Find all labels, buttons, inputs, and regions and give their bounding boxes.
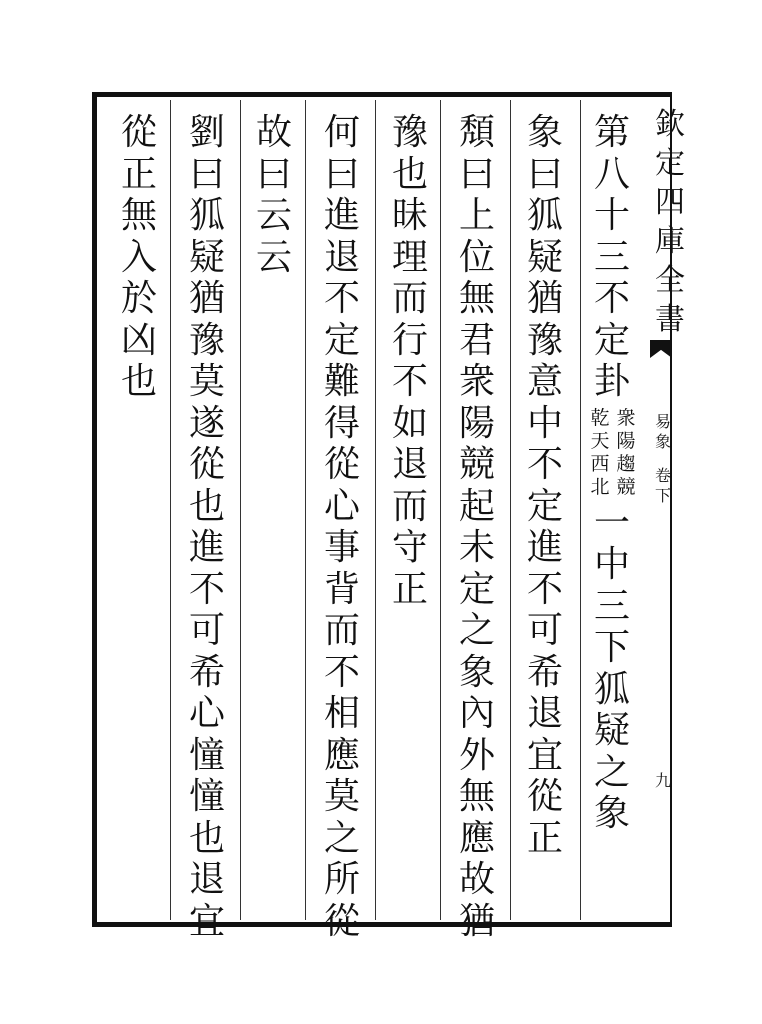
text-column (449, 112, 505, 942)
text-char: 卦 (593, 361, 630, 402)
note-char: 北 (590, 475, 610, 498)
annotation (584, 403, 640, 503)
text-char: 無 (458, 278, 495, 319)
column-rule (240, 100, 241, 920)
text-char: 意 (526, 361, 563, 402)
text-char: 定 (323, 319, 360, 361)
text-char: 內 (458, 693, 495, 734)
text-char: 競 (458, 444, 495, 485)
text-char: 猶 (526, 278, 563, 319)
text-char: 劉 (188, 112, 225, 153)
text-char: 衆 (458, 361, 495, 402)
text-char: 也 (188, 485, 225, 527)
text-char: 如 (391, 402, 428, 444)
text-char: 應 (323, 734, 360, 776)
note-char: 競 (616, 475, 636, 498)
text-char: 入 (120, 236, 157, 278)
subtitle-char: 象 (654, 432, 671, 451)
text-char: 可 (526, 610, 563, 651)
book-title (650, 105, 690, 339)
text-char: 中 (526, 402, 563, 444)
note-char: 趨 (616, 452, 636, 475)
text-char: 希 (526, 651, 563, 693)
text-char: 無 (458, 776, 495, 817)
text-column (584, 112, 640, 835)
text-char: 可 (188, 610, 225, 651)
title-char: 庫 (655, 224, 685, 259)
text-char: 於 (120, 278, 157, 319)
text-char: 背 (323, 568, 360, 610)
text-char: 也 (120, 361, 157, 402)
title-char: 四 (655, 185, 685, 220)
text-char: 不 (593, 278, 630, 319)
text-char: 曰 (458, 153, 495, 195)
volume-label (652, 412, 674, 506)
text-char: 從 (323, 900, 360, 942)
text-char: 定 (526, 485, 563, 527)
column-rule (375, 100, 376, 920)
text-char: 事 (323, 527, 360, 568)
text-char: 難 (323, 361, 360, 402)
text-char: 上 (458, 195, 495, 236)
text-char: 得 (323, 402, 360, 444)
text-char: 下 (593, 627, 630, 668)
text-char: 而 (391, 278, 428, 319)
note-char: 西 (590, 452, 610, 475)
note-char: 衆 (616, 406, 636, 429)
text-char: 外 (458, 734, 495, 776)
text-char: 不 (188, 568, 225, 610)
text-char: 宜 (188, 900, 225, 942)
text-char: 也 (188, 817, 225, 859)
text-column (382, 112, 438, 610)
text-char: 不 (391, 361, 428, 402)
text-char: 豫 (391, 112, 428, 153)
text-char: 君 (458, 319, 495, 361)
volume-char: 卷 (654, 466, 671, 485)
text-char: 未 (458, 527, 495, 568)
text-char: 曰 (188, 153, 225, 195)
text-char: 凶 (120, 319, 157, 361)
text-char: 守 (391, 527, 428, 568)
text-char: 曰 (255, 153, 292, 195)
note-char: 天 (590, 429, 610, 452)
text-char: 疑 (593, 710, 630, 751)
text-char: 象 (593, 793, 630, 834)
text-char: 定 (593, 319, 630, 361)
text-char: 中 (593, 544, 630, 585)
title-char: 全 (655, 263, 685, 298)
title-char: 定 (655, 146, 685, 181)
title-char: 書 (655, 302, 685, 337)
text-char: 憧 (188, 776, 225, 817)
text-char: 進 (188, 527, 225, 568)
text-char: 而 (323, 610, 360, 651)
text-char: 昧 (391, 195, 428, 236)
text-char: 退 (188, 859, 225, 900)
text-char: 疑 (526, 236, 563, 278)
text-char: 三 (593, 236, 630, 278)
text-column (246, 112, 302, 278)
text-char: 猶 (458, 900, 495, 942)
text-char: 正 (391, 568, 428, 610)
text-char: 無 (120, 195, 157, 236)
text-char: 行 (391, 319, 428, 361)
column-rule (510, 100, 511, 920)
text-char: 心 (323, 485, 360, 527)
text-char: 進 (526, 527, 563, 568)
note-char: 陽 (616, 429, 636, 452)
text-char: 不 (526, 568, 563, 610)
volume-char: 下 (654, 486, 671, 505)
text-char: 從 (188, 444, 225, 485)
text-char: 一 (593, 502, 630, 544)
text-char: 理 (391, 236, 428, 278)
text-char: 正 (526, 817, 563, 859)
text-char: 第 (593, 112, 630, 153)
text-char: 猶 (188, 278, 225, 319)
text-char: 狐 (593, 668, 630, 710)
text-char: 憧 (188, 734, 225, 776)
page-number: 九 (655, 771, 672, 790)
text-char: 何 (323, 112, 360, 153)
text-char: 所 (323, 859, 360, 900)
column-rule (440, 100, 441, 920)
text-char: 頽 (458, 112, 495, 153)
text-char: 莫 (188, 361, 225, 402)
text-char: 云 (255, 195, 292, 236)
text-char: 也 (391, 153, 428, 195)
text-char: 進 (323, 195, 360, 236)
text-char: 位 (458, 236, 495, 278)
text-column (314, 112, 370, 942)
annotation-left (588, 407, 612, 499)
text-char: 定 (458, 568, 495, 610)
subtitle-char: 易 (654, 412, 671, 431)
text-char: 從 (323, 444, 360, 485)
text-char: 八 (593, 153, 630, 195)
text-char: 退 (391, 444, 428, 485)
text-char: 遂 (188, 402, 225, 444)
text-char: 正 (120, 153, 157, 195)
text-column (517, 112, 573, 859)
text-char: 宜 (526, 734, 563, 776)
text-column (179, 112, 235, 942)
text-char: 十 (593, 195, 630, 236)
note-char: 乾 (590, 406, 610, 429)
text-char: 從 (120, 112, 157, 153)
title-char: 欽 (655, 107, 685, 142)
text-char: 疑 (188, 236, 225, 278)
text-char: 不 (323, 278, 360, 319)
text-char: 故 (458, 859, 495, 900)
text-char: 之 (458, 610, 495, 651)
text-char: 不 (323, 651, 360, 693)
text-char: 之 (593, 751, 630, 793)
text-char: 豫 (188, 319, 225, 361)
text-char: 故 (255, 112, 292, 153)
text-char: 退 (526, 693, 563, 734)
text-char: 曰 (526, 153, 563, 195)
text-char: 從 (526, 776, 563, 817)
text-char: 狐 (526, 195, 563, 236)
text-char: 曰 (323, 153, 360, 195)
text-column (111, 112, 167, 403)
text-char: 象 (526, 112, 563, 153)
column-rule (580, 100, 581, 920)
text-char: 陽 (458, 402, 495, 444)
column-rule (305, 100, 306, 920)
text-char: 狐 (188, 195, 225, 236)
text-char: 不 (526, 444, 563, 485)
text-char: 應 (458, 817, 495, 859)
text-char: 之 (323, 817, 360, 859)
text-char: 起 (458, 485, 495, 527)
annotation-right (614, 407, 638, 499)
text-char: 相 (323, 693, 360, 734)
text-char: 心 (188, 693, 225, 734)
text-char: 三 (593, 585, 630, 627)
text-char: 云 (255, 236, 292, 278)
text-char: 希 (188, 651, 225, 693)
text-char: 豫 (526, 319, 563, 361)
column-rule (170, 100, 171, 920)
text-char: 象 (458, 651, 495, 693)
text-char: 退 (323, 236, 360, 278)
text-char: 而 (391, 485, 428, 527)
text-char: 莫 (323, 776, 360, 817)
